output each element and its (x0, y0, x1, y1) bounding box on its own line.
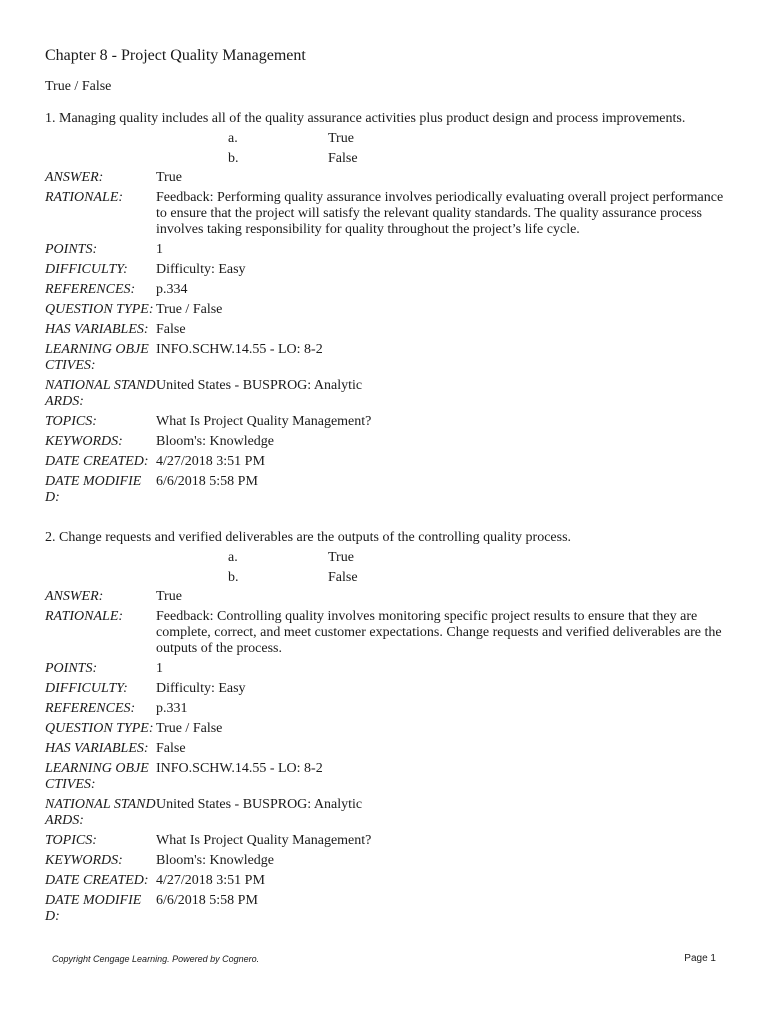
meta-label: DATE MODIFIED: (45, 474, 142, 505)
meta-label: DATE MODIFIED: (45, 893, 142, 924)
meta-label: REFERENCES: (45, 701, 136, 716)
meta-label: ANSWER: (45, 170, 104, 185)
meta-row-keywords (45, 853, 725, 869)
question-text: 1. Managing quality includes all of the quality assurance activities plus product design and process improvements. (45, 111, 686, 126)
meta-label: QUESTION TYPE: (45, 302, 154, 317)
meta-value: 1 (156, 242, 163, 257)
choice-letter: b. (228, 151, 239, 166)
meta-value: INFO.SCHW.14.55 - LO: 8-2 (156, 761, 323, 776)
meta-label: NATIONAL STANDARDS: (45, 797, 156, 828)
meta-label: HAS VARIABLES: (45, 322, 149, 337)
meta-value: Bloom's: Knowledge (156, 434, 275, 449)
meta-row-topics (45, 414, 725, 430)
choice-label: True (328, 550, 354, 565)
question-metadata (45, 170, 725, 506)
meta-row-points (45, 661, 725, 677)
meta-label: RATIONALE: (45, 609, 124, 624)
question-2 (45, 529, 725, 929)
question-metadata (45, 589, 725, 925)
meta-label: POINTS: (45, 242, 98, 257)
meta-label: REFERENCES: (45, 282, 136, 297)
choice-label: True (328, 131, 354, 146)
meta-label: DIFFICULTY: (45, 681, 128, 696)
meta-label: HAS VARIABLES: (45, 741, 149, 756)
chapter-title: Chapter 8 - Project Quality Management (45, 47, 306, 64)
answer-choices (45, 130, 725, 170)
meta-value: 6/6/2018 5:58 PM (156, 893, 258, 908)
meta-value: p.331 (156, 701, 188, 716)
choice-a (45, 549, 725, 569)
meta-row-rationale (45, 190, 725, 238)
choice-label: False (328, 570, 358, 585)
meta-row-date-created (45, 454, 725, 470)
meta-row-references (45, 282, 725, 298)
meta-value: False (156, 322, 186, 337)
meta-row-national-standards (45, 378, 725, 410)
meta-value: Feedback: Controlling quality involves monitoring specific project results to ensure that they are complete, correct, and meet customer expectations. Change requests and verified deliverables are the outputs of the process. (156, 609, 722, 656)
section-title: True / False (45, 79, 112, 94)
footer-copyright: Copyright Cengage Learning. Powered by Cognero. (52, 954, 260, 964)
meta-value: United States - BUSPROG: Analytic (156, 797, 363, 812)
meta-row-learning-objectives (45, 342, 725, 374)
meta-label: LEARNING OBJECTIVES: (45, 761, 149, 792)
meta-value: 1 (156, 661, 163, 676)
meta-value: Difficulty: Easy (156, 681, 246, 696)
meta-value: United States - BUSPROG: Analytic (156, 378, 363, 393)
choice-a (45, 130, 725, 150)
meta-value: Bloom's: Knowledge (156, 853, 275, 868)
choice-letter: a. (228, 131, 238, 146)
meta-row-keywords (45, 434, 725, 450)
meta-value: INFO.SCHW.14.55 - LO: 8-2 (156, 342, 323, 357)
meta-row-topics (45, 833, 725, 849)
meta-row-has-variables (45, 322, 725, 338)
choice-b (45, 150, 725, 170)
answer-choices (45, 549, 725, 589)
meta-value: 4/27/2018 3:51 PM (156, 873, 265, 888)
meta-value: False (156, 741, 186, 756)
meta-row-difficulty (45, 681, 725, 697)
meta-row-answer (45, 170, 725, 186)
meta-value: True / False (156, 302, 223, 317)
meta-row-learning-objectives (45, 761, 725, 793)
meta-row-answer (45, 589, 725, 605)
meta-row-difficulty (45, 262, 725, 278)
meta-value: True (156, 589, 182, 604)
question-text: 2. Change requests and verified deliverables are the outputs of the controlling quality process. (45, 530, 572, 545)
meta-row-date-created (45, 873, 725, 889)
meta-label: DIFFICULTY: (45, 262, 128, 277)
meta-label: DATE CREATED: (45, 454, 149, 469)
meta-value: p.334 (156, 282, 188, 297)
meta-label: RATIONALE: (45, 190, 124, 205)
meta-value: 4/27/2018 3:51 PM (156, 454, 265, 469)
choice-letter: b. (228, 570, 239, 585)
meta-label: QUESTION TYPE: (45, 721, 154, 736)
meta-row-national-standards (45, 797, 725, 829)
meta-row-has-variables (45, 741, 725, 757)
meta-label: LEARNING OBJECTIVES: (45, 342, 149, 373)
meta-value: Feedback: Performing quality assurance involves periodically evaluating overall project performance to ensure that the project will satisfy the relevant quality standards. The quality assurance process involves taking responsibility for quality throughout the project’s life cycle. (156, 190, 724, 237)
meta-label: TOPICS: (45, 833, 97, 848)
meta-value: What Is Project Quality Management? (156, 414, 372, 429)
question-1 (45, 110, 725, 510)
meta-row-date-modified (45, 893, 725, 925)
meta-row-question-type (45, 721, 725, 737)
meta-label: POINTS: (45, 661, 98, 676)
meta-label: KEYWORDS: (45, 853, 123, 868)
meta-value: True / False (156, 721, 223, 736)
footer-page-number: Page 1 (684, 953, 716, 964)
meta-label: ANSWER: (45, 589, 104, 604)
meta-value: 6/6/2018 5:58 PM (156, 474, 258, 489)
choice-label: False (328, 151, 358, 166)
meta-row-date-modified (45, 474, 725, 506)
meta-label: TOPICS: (45, 414, 97, 429)
choice-letter: a. (228, 550, 238, 565)
meta-value: What Is Project Quality Management? (156, 833, 372, 848)
meta-value: True (156, 170, 182, 185)
meta-row-points (45, 242, 725, 258)
meta-row-question-type (45, 302, 725, 318)
meta-row-references (45, 701, 725, 717)
meta-label: KEYWORDS: (45, 434, 123, 449)
meta-label: DATE CREATED: (45, 873, 149, 888)
meta-label: NATIONAL STANDARDS: (45, 378, 156, 409)
choice-b (45, 569, 725, 589)
meta-value: Difficulty: Easy (156, 262, 246, 277)
meta-row-rationale (45, 609, 725, 657)
